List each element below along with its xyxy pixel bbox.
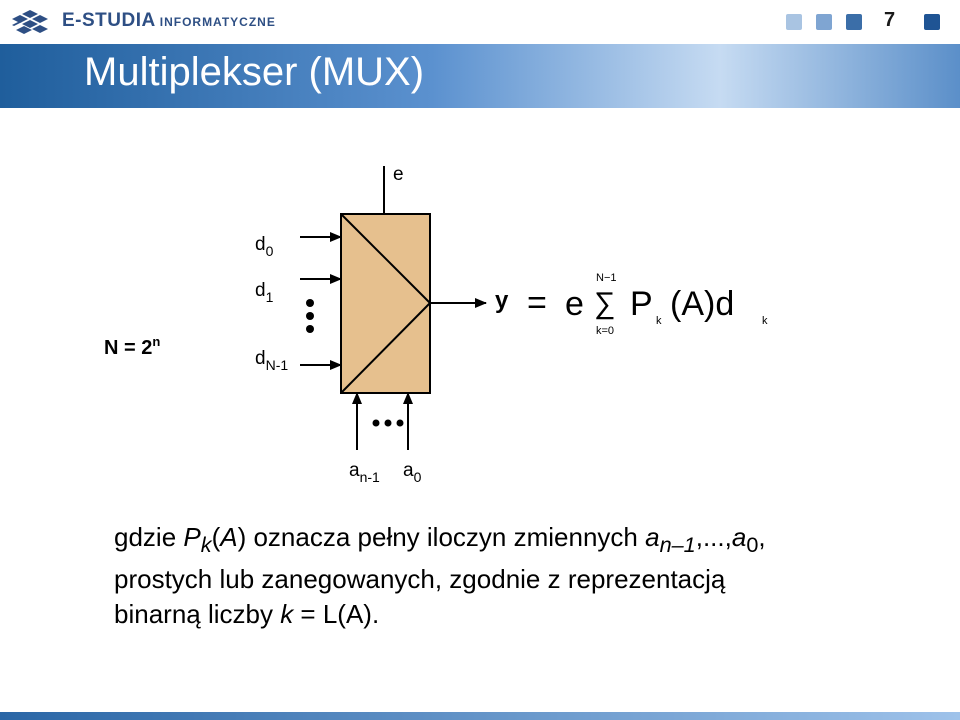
output-label: y <box>495 287 509 314</box>
input-ellipsis-dot-3 <box>306 325 314 333</box>
brand-main: E-STUDIA <box>62 10 156 31</box>
formula-p-sub: k <box>656 315 662 327</box>
description-line-1: gdzie $P_k(A)$ oznacza pełny iloczyn zmiennych $a_{n-1},...,a_0$, <box>114 522 766 558</box>
brand-sub: INFORMATYCZNE <box>159 15 276 29</box>
input-ellipsis-dot-1 <box>306 299 314 307</box>
formula-sum-lower: k=0 <box>596 325 615 337</box>
input-label-dn1: $d_{N-1}$ <box>255 348 289 373</box>
formula-e: e <box>565 285 584 323</box>
description-line-3: binarną liczby k = L(A). <box>114 599 380 630</box>
input-ellipsis-dot-2 <box>306 312 314 320</box>
input-label-d1: $d_1$ <box>255 280 274 305</box>
footer-bar <box>0 712 960 720</box>
formula-sum-upper: N−1 <box>596 272 617 284</box>
slide-title: Multiplekser (MUX) <box>84 50 425 94</box>
mux-box <box>341 214 430 393</box>
address-label-a0: $a_0$ <box>403 460 422 485</box>
address-ellipsis-dot-2 <box>385 420 392 427</box>
n-equals-label: $N = 2^n$ <box>104 334 161 359</box>
formula-sigma: ∑ <box>594 287 616 320</box>
formula-p: P <box>630 285 653 323</box>
enable-label: e <box>393 164 404 185</box>
address-ellipsis-dot-1 <box>373 420 380 427</box>
formula-argument: (A)d <box>670 285 735 323</box>
input-label-d0: $d_0$ <box>255 234 274 259</box>
formula-d-sub: k <box>762 315 768 327</box>
address-label-an1: $a_{n-1}$ <box>349 460 380 485</box>
formula-equals: = <box>527 284 547 322</box>
description <box>114 520 944 632</box>
address-ellipsis-dot-3 <box>397 420 404 427</box>
page-number: 7 <box>884 9 896 31</box>
description-line-2: prostych lub zanegowanych, zgodnie z reprezentacją <box>114 564 726 595</box>
